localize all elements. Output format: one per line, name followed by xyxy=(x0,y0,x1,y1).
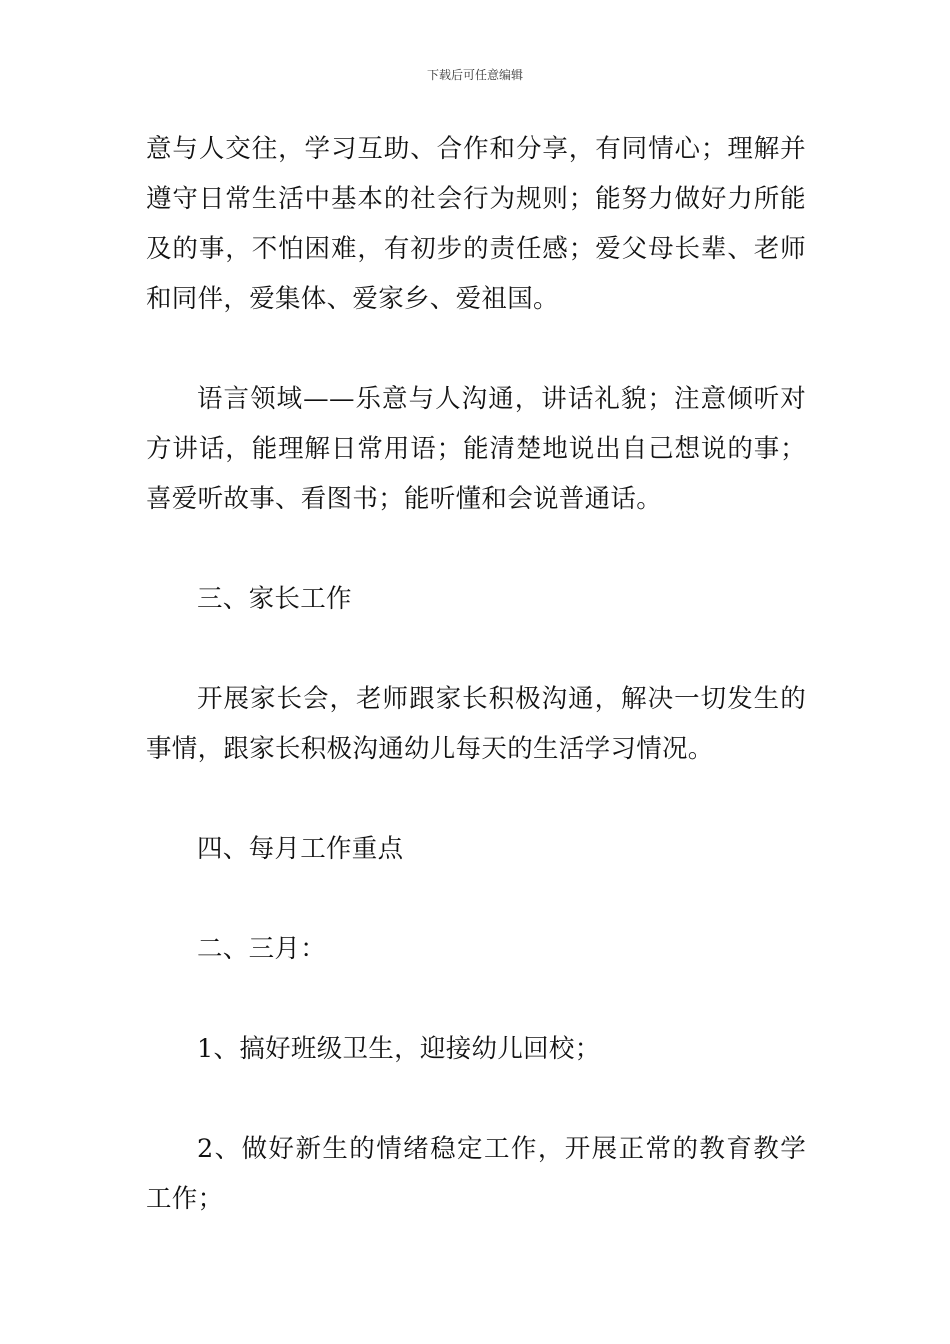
document-body xyxy=(146,124,806,1224)
paragraph-gap xyxy=(146,974,806,1024)
paragraph-social-domain-continued: 意与人交往，学习互助、合作和分享，有同情心；理解并遵守日常生活中基本的社会行为规则；能努力做好力所能及的事，不怕困难，有初步的责任感；爱父母长辈、老师和同伴，爱集体、爱家乡、爱祖国。 xyxy=(146,134,806,314)
list-item-2: 2、做好新生的情绪稳定工作，开展正常的教育教学工作； xyxy=(146,1134,806,1214)
paragraph-language-domain: 语言领域——乐意与人沟通，讲话礼貌；注意倾听对方讲话，能理解日常用语；能清楚地说出自己想说的事；喜爱听故事、看图书；能听懂和会说普通话。 xyxy=(146,384,806,514)
paragraph-gap xyxy=(146,1074,806,1124)
paragraph-parent-work: 开展家长会，老师跟家长积极沟通，解决一切发生的事情，跟家长积极沟通幼儿每天的生活学习情况。 xyxy=(146,684,806,764)
page-header-note: 下载后可任意编辑 xyxy=(426,68,523,82)
section-heading-monthly-focus: 四、每月工作重点 xyxy=(197,834,404,864)
section-heading-parent-work: 三、家长工作 xyxy=(197,584,352,614)
paragraph-gap xyxy=(146,774,806,824)
paragraph-gap xyxy=(146,324,806,374)
paragraph-gap xyxy=(146,624,806,674)
list-item-1: 1、搞好班级卫生，迎接幼儿回校； xyxy=(197,1034,601,1064)
subheading-feb-mar: 二、三月： xyxy=(197,934,327,964)
paragraph-gap xyxy=(146,874,806,924)
paragraph-gap xyxy=(146,524,806,574)
